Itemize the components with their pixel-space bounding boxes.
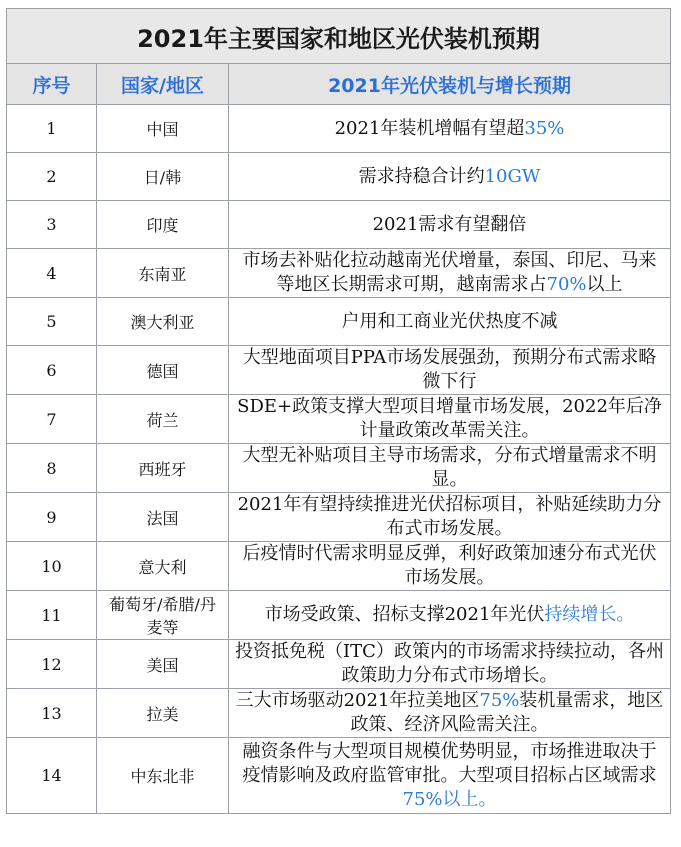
row-region: 荷兰: [97, 395, 229, 444]
table-row: [7, 201, 671, 249]
outlook-text: 大型无补贴项目主导市场需求，分布式增量需求不明显。: [242, 445, 657, 490]
table-row: [7, 105, 671, 153]
row-region: 拉美: [97, 689, 229, 738]
row-outlook: [229, 640, 671, 689]
row-index: 4: [7, 249, 97, 298]
row-index: 2: [7, 153, 97, 201]
outlook-text-tail: 装机量需求，地区政策、经济风险需关注。: [350, 690, 664, 735]
outlook-text: 融资条件与大型项目规模优势明显，市场推进取决于疫情影响及政府监管审批。大型项目招标占区域需求: [242, 740, 657, 786]
row-outlook: [229, 689, 671, 738]
header-outlook: 2021年光伏装机与增长预期: [229, 64, 671, 105]
outlook-highlight: 70%: [546, 274, 587, 295]
outlook-text: 投资抵免税（ITC）政策内的市场需求持续拉动，各州政策助力分布式市场增长。: [235, 641, 664, 686]
row-outlook: [229, 153, 671, 201]
table-body: [7, 105, 671, 814]
row-index: 9: [7, 493, 97, 542]
row-index: 8: [7, 444, 97, 493]
row-outlook: [229, 201, 671, 249]
table-row: [7, 346, 671, 395]
row-outlook: [229, 444, 671, 493]
row-outlook: [229, 542, 671, 591]
outlook-text: 后疫情时代需求明显反弹，利好政策加速分布式光伏市场发展。: [242, 543, 657, 588]
outlook-text-tail: 以上: [586, 274, 623, 295]
row-outlook: [229, 591, 671, 640]
row-region: 法国: [97, 493, 229, 542]
table-row: [7, 689, 671, 738]
row-index: 11: [7, 591, 97, 640]
row-index: 6: [7, 346, 97, 395]
table-row: [7, 542, 671, 591]
header-index: 序号: [7, 64, 97, 105]
row-index: 10: [7, 542, 97, 591]
outlook-text: 市场去补贴化拉动越南光伏增量，泰国、印尼、马来等地区长期需求可期，越南需求占: [242, 250, 657, 295]
table-row: [7, 395, 671, 444]
row-index: 12: [7, 640, 97, 689]
outlook-highlight: 75%以上。: [402, 788, 497, 810]
header-row: [7, 64, 671, 105]
outlook-highlight: 持续增长。: [544, 604, 635, 625]
outlook-text: 户用和工商业光伏热度不减: [341, 310, 558, 332]
row-region: 意大利: [97, 542, 229, 591]
outlook-highlight: 10GW: [484, 165, 541, 187]
outlook-text: SDE+政策支撑大型项目增量市场发展，2022年后净计量政策改革需关注。: [237, 396, 662, 441]
row-region: 中东北非: [97, 738, 229, 814]
row-index: 1: [7, 105, 97, 153]
outlook-text: 2021需求有望翻倍: [372, 213, 527, 235]
row-region: 葡萄牙/希腊/丹麦等: [97, 591, 229, 640]
row-outlook: [229, 249, 671, 298]
outlook-text: 三大市场驱动2021年拉美地区: [235, 690, 480, 711]
table-row: [7, 298, 671, 346]
row-region: 中国: [97, 105, 229, 153]
row-outlook: [229, 738, 671, 814]
row-outlook: [229, 346, 671, 395]
row-index: 3: [7, 201, 97, 249]
outlook-text: 2021年装机增幅有望超: [334, 117, 525, 139]
table-row: [7, 153, 671, 201]
table-row: [7, 493, 671, 542]
row-index: 7: [7, 395, 97, 444]
row-region: 西班牙: [97, 444, 229, 493]
row-region: 日/韩: [97, 153, 229, 201]
outlook-text: 需求持稳合计约: [358, 165, 485, 187]
outlook-text: 2021年有望持续推进光伏招标项目，补贴延续助力分布式市场发展。: [237, 494, 662, 539]
table-title: 2021年主要国家和地区光伏装机预期: [7, 9, 671, 64]
row-index: 14: [7, 738, 97, 814]
row-region: 德国: [97, 346, 229, 395]
table-row: [7, 640, 671, 689]
row-region: 美国: [97, 640, 229, 689]
pv-forecast-table: [6, 8, 671, 814]
outlook-highlight: 75%: [479, 690, 520, 711]
table-row: [7, 444, 671, 493]
table-row: [7, 738, 671, 814]
outlook-highlight: 35%: [524, 117, 565, 139]
header-region: 国家/地区: [97, 64, 229, 105]
row-region: 印度: [97, 201, 229, 249]
row-outlook: [229, 395, 671, 444]
forecast-table-container: [6, 8, 670, 814]
row-outlook: [229, 493, 671, 542]
table-row: [7, 249, 671, 298]
outlook-text: 市场受政策、招标支撑2021年光伏: [264, 604, 545, 625]
outlook-text: 大型地面项目PPA市场发展强劲，预期分布式需求略微下行: [242, 347, 657, 392]
row-index: 5: [7, 298, 97, 346]
row-outlook: [229, 105, 671, 153]
table-row: [7, 591, 671, 640]
row-outlook: [229, 298, 671, 346]
row-region: 东南亚: [97, 249, 229, 298]
row-index: 13: [7, 689, 97, 738]
row-region: 澳大利亚: [97, 298, 229, 346]
